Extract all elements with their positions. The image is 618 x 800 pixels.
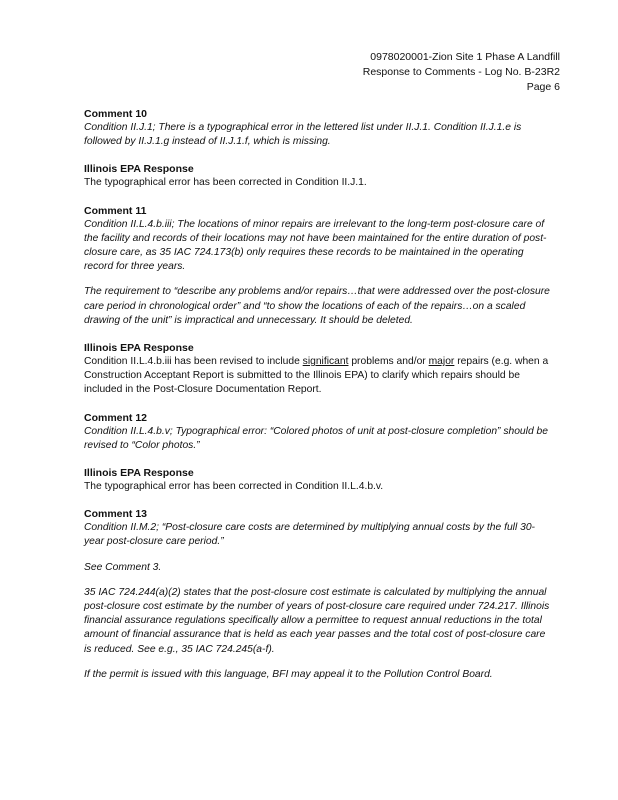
comment-10-heading: Comment 10: [84, 108, 148, 120]
header-log-line: Response to Comments - Log No. B-23R2: [362, 66, 560, 78]
comment-12-response-heading: Illinois EPA Response: [84, 467, 194, 480]
header-site-line: 0978020001-Zion Site 1 Phase A Landfill: [370, 51, 560, 63]
comment-11-response-part-b: problems and/or: [348, 356, 429, 368]
comment-13-paragraph-1: 35 IAC 724.244(a)(2) states that the post-closure cost estimate is calculated by multiplying the annual post-closure cost estimate by the number of years of post-closure care required under 724.217. Illinois financial assurance regulations specifically allow a permittee to request annual reductions in the total amount of financial assurance that is held as each year passes and the total cost of post-closure care is reduced. See e.g., 35 IAC 724.245(a-f).: [84, 586, 550, 655]
comment-12-heading: Comment 12: [84, 411, 148, 424]
comment-11-response-part-a: Condition II.L.4.b.iii has been revised to include: [84, 356, 303, 368]
comment-11-heading: Comment 11: [84, 204, 147, 217]
comment-12-text: Condition II.L.4.b.v; Typographical error: “Colored photos of unit at post-closure completion” should be revised to “Color photos.”: [84, 425, 548, 451]
comment-10-text: Condition II.J.1; There is a typographical error in the lettered list under II.J.1. Condition II.J.1.e is followed by II.J.1.g instead of II.J.1.f, which is missing.: [84, 122, 522, 148]
comment-11-response-significant: significant: [302, 356, 349, 368]
comment-13-see-reference: See Comment 3.: [84, 561, 162, 573]
document-body: [84, 107, 554, 682]
comment-11-response-major: major: [428, 356, 455, 368]
comment-10-response-heading: Illinois EPA Response: [84, 163, 194, 176]
comment-13-heading: Comment 13: [84, 508, 148, 521]
comment-11-response: [84, 355, 554, 398]
comment-13-text: Condition II.M.2; “Post-closure care costs are determined by multiplying annual costs by the full 30-year post-closure care period.”: [84, 522, 535, 548]
comment-10-response: The typographical error has been corrected in Condition II.J.1.: [84, 177, 367, 189]
comment-12-response: The typographical error has been corrected in Condition II.L.4.b.v.: [84, 481, 384, 493]
comment-11-text-1: Condition II.L.4.b.iii; The locations of minor repairs are irrelevant to the long-term post-closure care of the facility and records of their locations may not have been maintained for the entire duration of post-closure care, as 35 IAC 724.173(b) only requires these records to be maintained in the operating record for three years.: [84, 218, 547, 273]
comment-11-response-part-c: repairs (e.g. when a Construction Acceptant Report is submitted to the Illinois EPA) to clarify which repairs should be included in the Post-Closure Documentation Report.: [84, 356, 549, 396]
header-page-number: Page 6: [526, 81, 560, 93]
comment-13-paragraph-2: If the permit is issued with this language, BFI may appeal it to the Pollution Control Board.: [84, 668, 493, 680]
page-header: [363, 50, 560, 95]
comment-11-response-heading: Illinois EPA Response: [84, 342, 194, 355]
comment-11-text-2: The requirement to “describe any problems and/or repairs…that were addressed over the post-closure care period in chronological order” and “to show the locations of each of the repairs…on a scaled drawing of the unit” is impractical and unnecessary. It should be deleted.: [84, 286, 550, 326]
